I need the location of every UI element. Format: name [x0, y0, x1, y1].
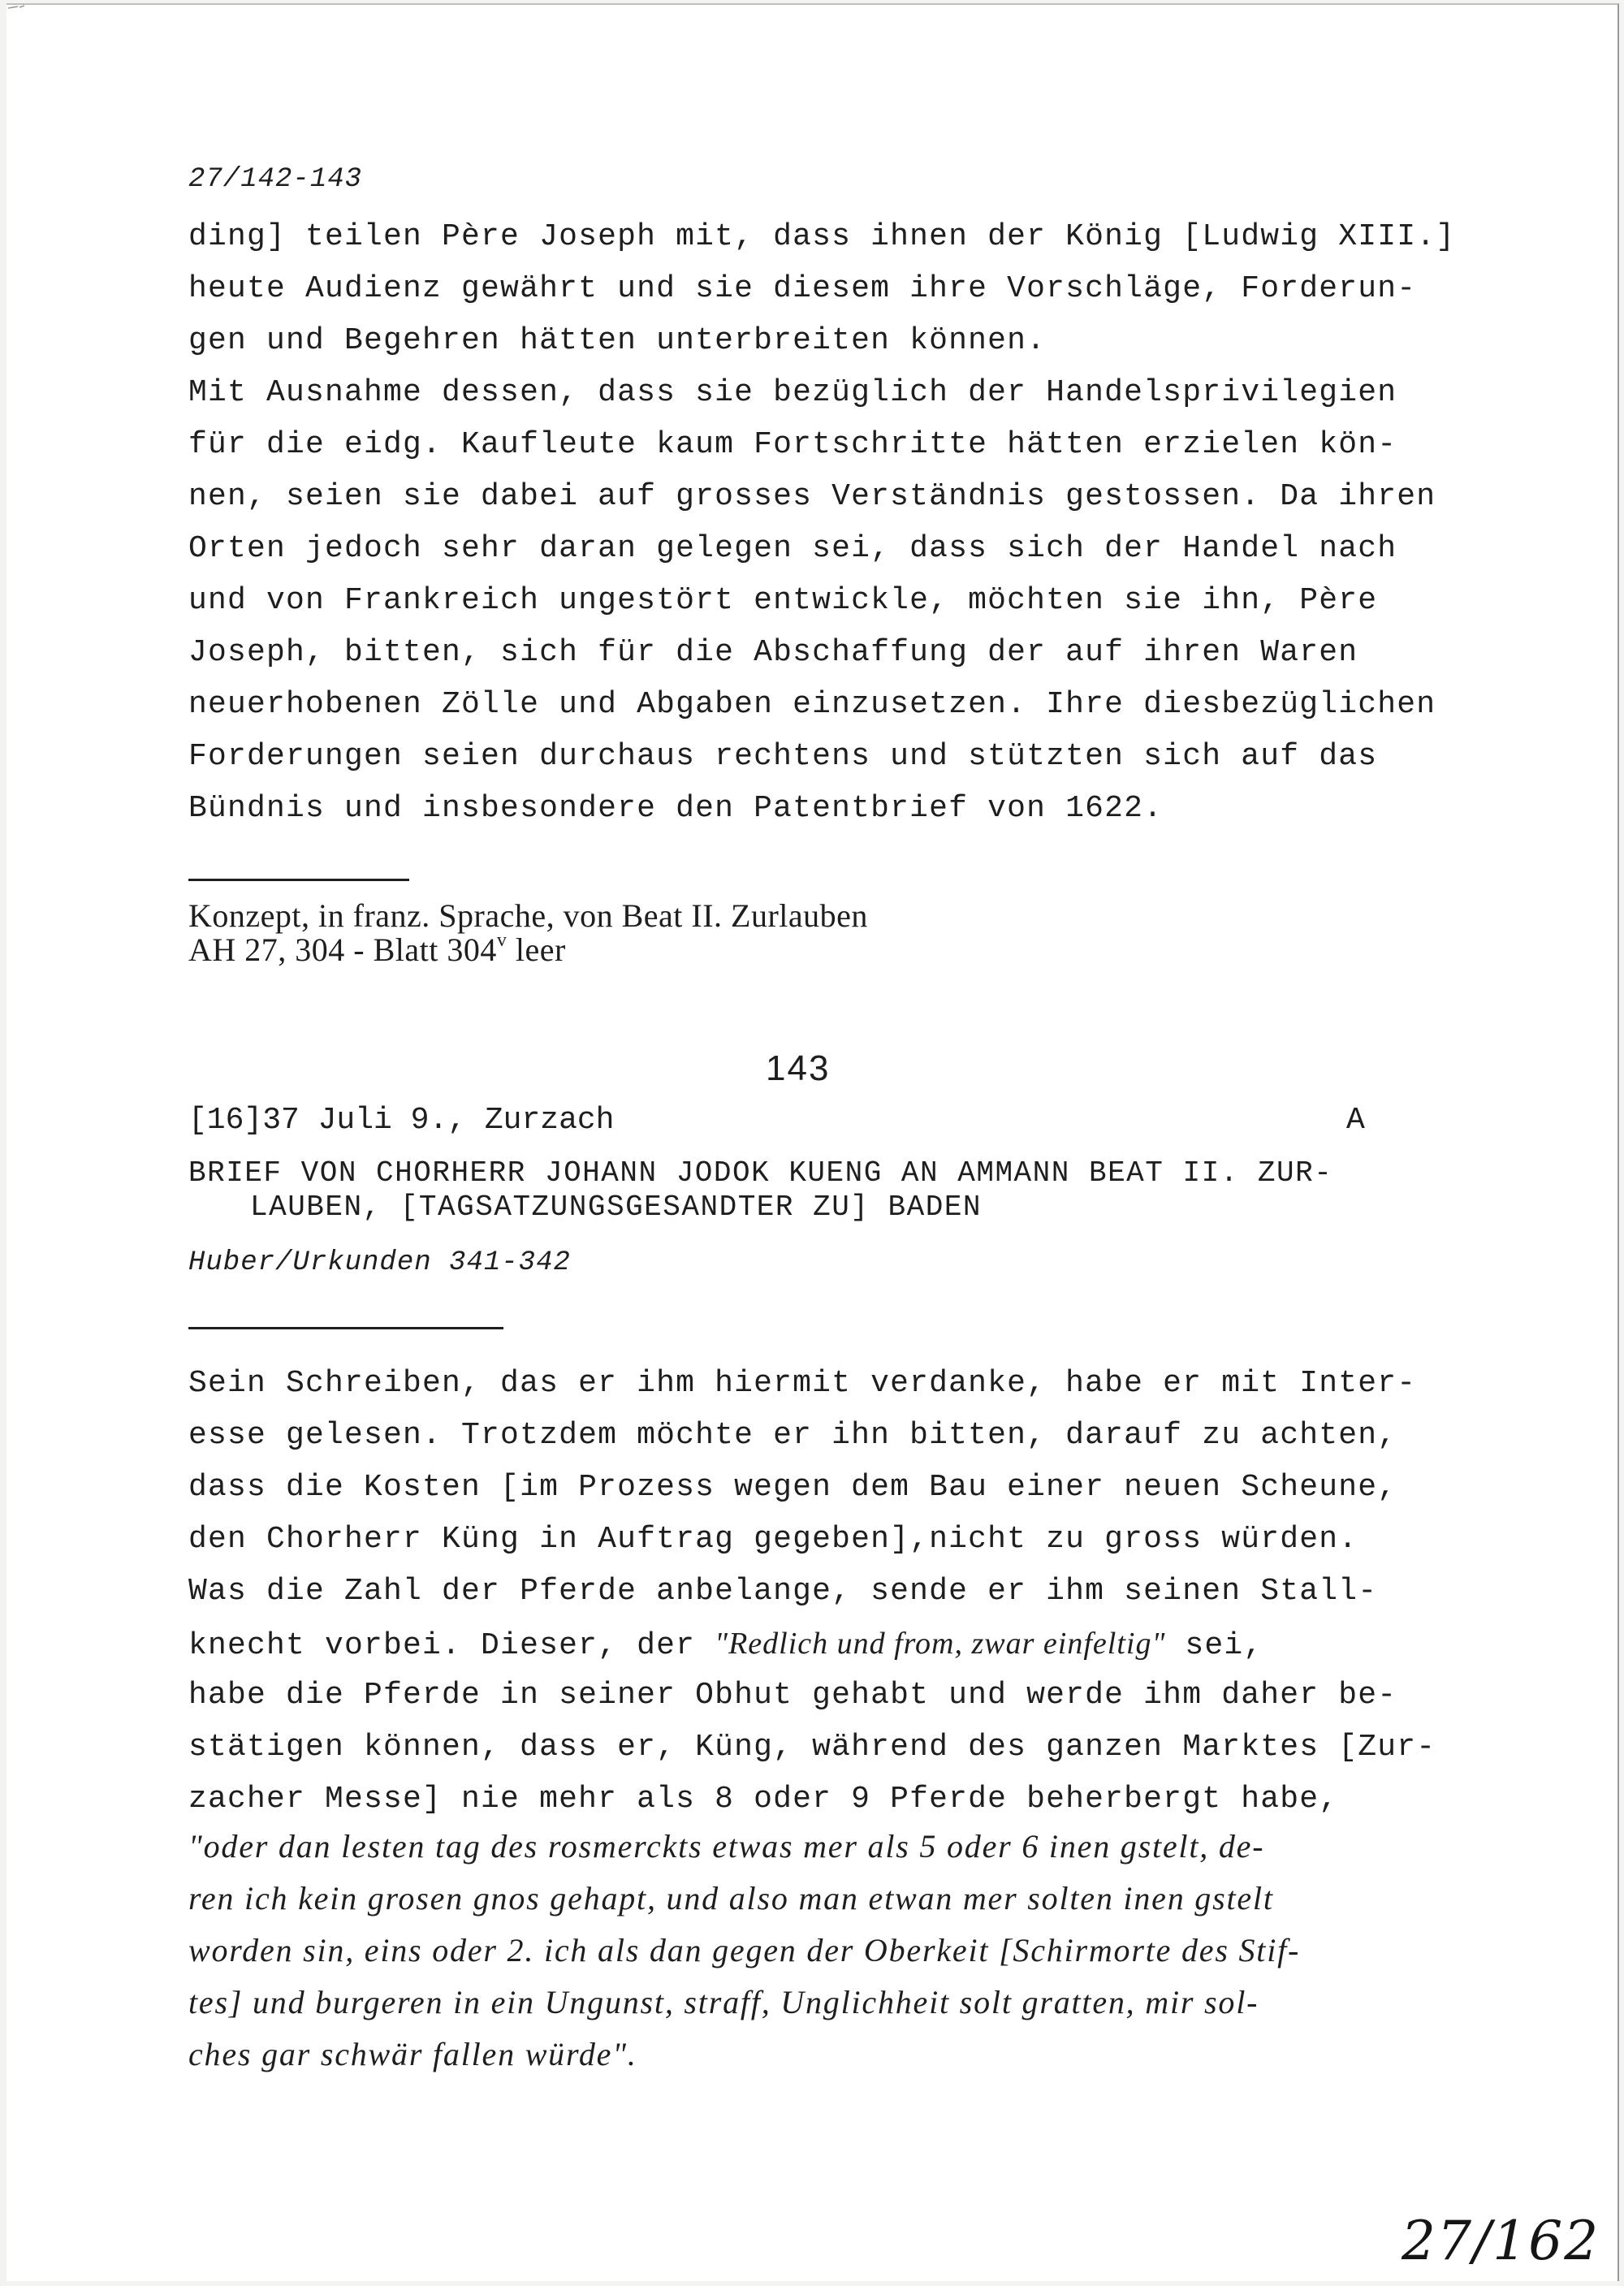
text-line: neuerhobenen Zölle und Abgaben einzusetzen. Ihre diesbezüglichen	[188, 687, 1436, 722]
quotation-line: worden sin, eins oder 2. ich als dan gegen der Oberkeit [Schirmorte des Stif-	[188, 1932, 1301, 1968]
text-line: zacher Messe] nie mehr als 8 oder 9 Pferde beherbergt habe,	[188, 1782, 1339, 1817]
text-line: esse gelesen. Trotzdem möchte er ihn bitten, darauf zu achten,	[188, 1418, 1397, 1453]
quotation-line: "oder dan lesten tag des rosmerckts etwas mer als 5 oder 6 inen gstelt, de-	[188, 1828, 1265, 1865]
text-line: nen, seien sie dabei auf grosses Verständnis gestossen. Da ihren	[188, 479, 1436, 514]
quotation-line: ren ich kein grosen gnos gehapt, und also man etwan mer solten inen gstelt	[188, 1880, 1274, 1917]
text-line: habe die Pferde in seiner Obhut gehabt und werde ihm daher be-	[188, 1678, 1397, 1713]
document-date-place: [16]37 Juli 9., Zurzach	[188, 1103, 615, 1138]
text-line: Mit Ausnahme dessen, dass sie bezüglich der Handelsprivilegien	[188, 375, 1397, 410]
document-classification: A	[1346, 1103, 1365, 1138]
text-line: Was die Zahl der Pferde anbelange, sende er ihm seinen Stall-	[188, 1574, 1378, 1609]
source-ref-suffix: leer	[507, 931, 566, 968]
text-line: und von Frankreich ungestört entwickle, möchten sie ihn, Pѐre	[188, 583, 1378, 618]
page-reference: 27/142-143	[188, 164, 363, 195]
source-note-line	[188, 931, 566, 969]
quotation-line: ches gar schwär fallen würde".	[188, 2036, 637, 2072]
text-line: Orten jedoch sehr daran gelegen sei, dass sich der Handel nach	[188, 531, 1397, 566]
source-ref: AH 27, 304 - Blatt 304	[188, 931, 497, 968]
text-line	[188, 1618, 1263, 1672]
corner-scan-mark	[6, 5, 29, 10]
quotation-line: tes] und burgeren in ein Ungunst, straff, Unglichheit solt gratten, mir sol-	[188, 1984, 1259, 2020]
document-heading-continued: LAUBEN, [TAGSATZUNGSGESANDTER ZU] BADEN	[250, 1191, 983, 1224]
document-page	[6, 3, 1619, 2281]
text-line: Sein Schreiben, das er ihm hiermit verdanke, habe er mit Inter-	[188, 1366, 1417, 1401]
text-span: sei,	[1165, 1628, 1263, 1663]
text-line: dass die Kosten [im Prozess wegen dem Bau einer neuen Scheune,	[188, 1470, 1397, 1505]
source-note-line: Konzept, in franz. Sprache, von Beat II. Zurlauben	[188, 897, 868, 934]
text-line: gen und Begehren hätten unterbreiten können.	[188, 323, 1047, 358]
handwritten-archive-number: 27/162	[1402, 2210, 1600, 2272]
edition-reference: Huber/Urkunden 341-342	[188, 1247, 571, 1278]
text-line: stätigen können, dass er, Küng, während des ganzen Marktes [Zur-	[188, 1730, 1436, 1765]
document-number: 143	[766, 1048, 831, 1088]
text-line: Bündnis und insbesondere den Patentbrief von 1622.	[188, 791, 1164, 826]
verso-superscript: v	[496, 930, 508, 951]
text-line: Forderungen seien durchaus rechtens und stützten sich auf das	[188, 739, 1378, 774]
text-line: den Chorherr Küng in Auftrag gegeben],nicht zu gross würden.	[188, 1522, 1358, 1557]
text-line: für die eidg. Kaufleute kaum Fortschritte hätten erzielen kön-	[188, 427, 1397, 462]
inline-quotation: "Redlich und from, zwar einfeltig"	[715, 1627, 1166, 1661]
footnote-divider	[188, 879, 409, 881]
text-line: Joseph, bitten, sich für die Abschaffung der auf ihren Waren	[188, 635, 1358, 670]
text-line: ding] teilen Pѐre Joseph mit, dass ihnen der König [Ludwig XIII.]	[188, 219, 1456, 254]
text-line: heute Audienz gewährt und sie diesem ihre Vorschläge, Forderun-	[188, 271, 1417, 306]
text-span: knecht vorbei. Dieser, der	[188, 1628, 715, 1663]
section-divider	[188, 1327, 503, 1329]
document-heading: BRIEF VON CHORHERR JOHANN JODOK KUENG AN AMMANN BEAT II. ZUR-	[188, 1156, 1333, 1190]
